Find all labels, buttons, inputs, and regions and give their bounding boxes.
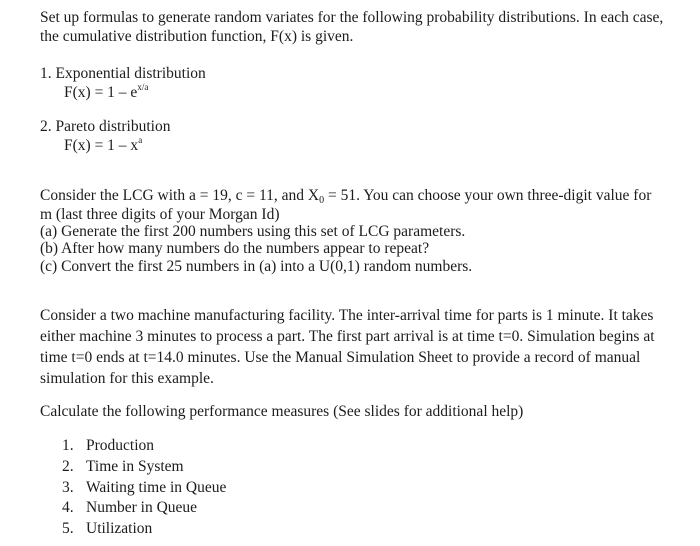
measure-number: 4.	[62, 499, 74, 516]
intro-line-2: the cumulative distribution function, F(x) is given.	[40, 28, 354, 45]
pareto-formula	[64, 136, 142, 157]
exponential-title: 1. Exponential distribution	[40, 65, 206, 82]
measure-label: Number in Queue	[86, 499, 198, 516]
lcg-line-2: m (last three digits of your Morgan Id)	[40, 206, 280, 223]
measure-item	[62, 519, 152, 539]
manufacturing-line-3: time t=0 ends at t=14.0 minutes. Use the Manual Simulation Sheet to provide a record of manual	[40, 349, 641, 366]
measure-item	[62, 457, 184, 477]
measure-label: Utilization	[86, 520, 153, 537]
exponential-formula-base: F(x) = 1 – e	[64, 84, 138, 101]
intro-line-1: Set up formulas to generate random variates for the following probability distributions. In each case,	[40, 9, 664, 26]
lcg-part-b: (b) After how many numbers do the numbers appear to repeat?	[40, 240, 430, 257]
exponential-formula	[64, 83, 148, 104]
measure-label: Time in System	[86, 458, 184, 475]
pareto-formula-base: F(x) = 1 – x	[64, 137, 139, 154]
measure-number: 5.	[62, 520, 74, 537]
measure-item	[62, 478, 226, 498]
measure-label: Waiting time in Queue	[86, 479, 227, 496]
lcg-line-1-part-a: Consider the LCG with a = 19, c = 11, and X	[40, 187, 320, 204]
pareto-formula-exponent: a	[138, 135, 143, 145]
lcg-line-1-part-b: = 51. You can choose your own three-digit value for	[324, 187, 652, 204]
manufacturing-line-1: Consider a two machine manufacturing facility. The inter-arrival time for parts is 1 minute. It takes	[40, 307, 654, 324]
lcg-part-a: (a) Generate the first 200 numbers using this set of LCG parameters.	[40, 223, 466, 240]
exponential-formula-exponent: x/a	[137, 82, 149, 92]
measure-item	[62, 498, 197, 518]
measure-number: 2.	[62, 458, 74, 475]
measure-item	[62, 436, 154, 456]
manufacturing-line-4: simulation for this example.	[40, 370, 214, 387]
measure-number: 3.	[62, 479, 74, 496]
measure-number: 1.	[62, 437, 74, 454]
manufacturing-line-2: either machine 3 minutes to process a part. The first part arrival is at time t=0. Simulation begins at	[40, 328, 655, 345]
measure-label: Production	[86, 437, 155, 454]
lcg-x-subscript: 0	[319, 195, 325, 206]
lcg-part-c: (c) Convert the first 25 numbers in (a) into a U(0,1) random numbers.	[40, 258, 473, 275]
measures-heading: Calculate the following performance measures (See slides for additional help)	[40, 403, 524, 420]
pareto-title: 2. Pareto distribution	[40, 118, 171, 135]
